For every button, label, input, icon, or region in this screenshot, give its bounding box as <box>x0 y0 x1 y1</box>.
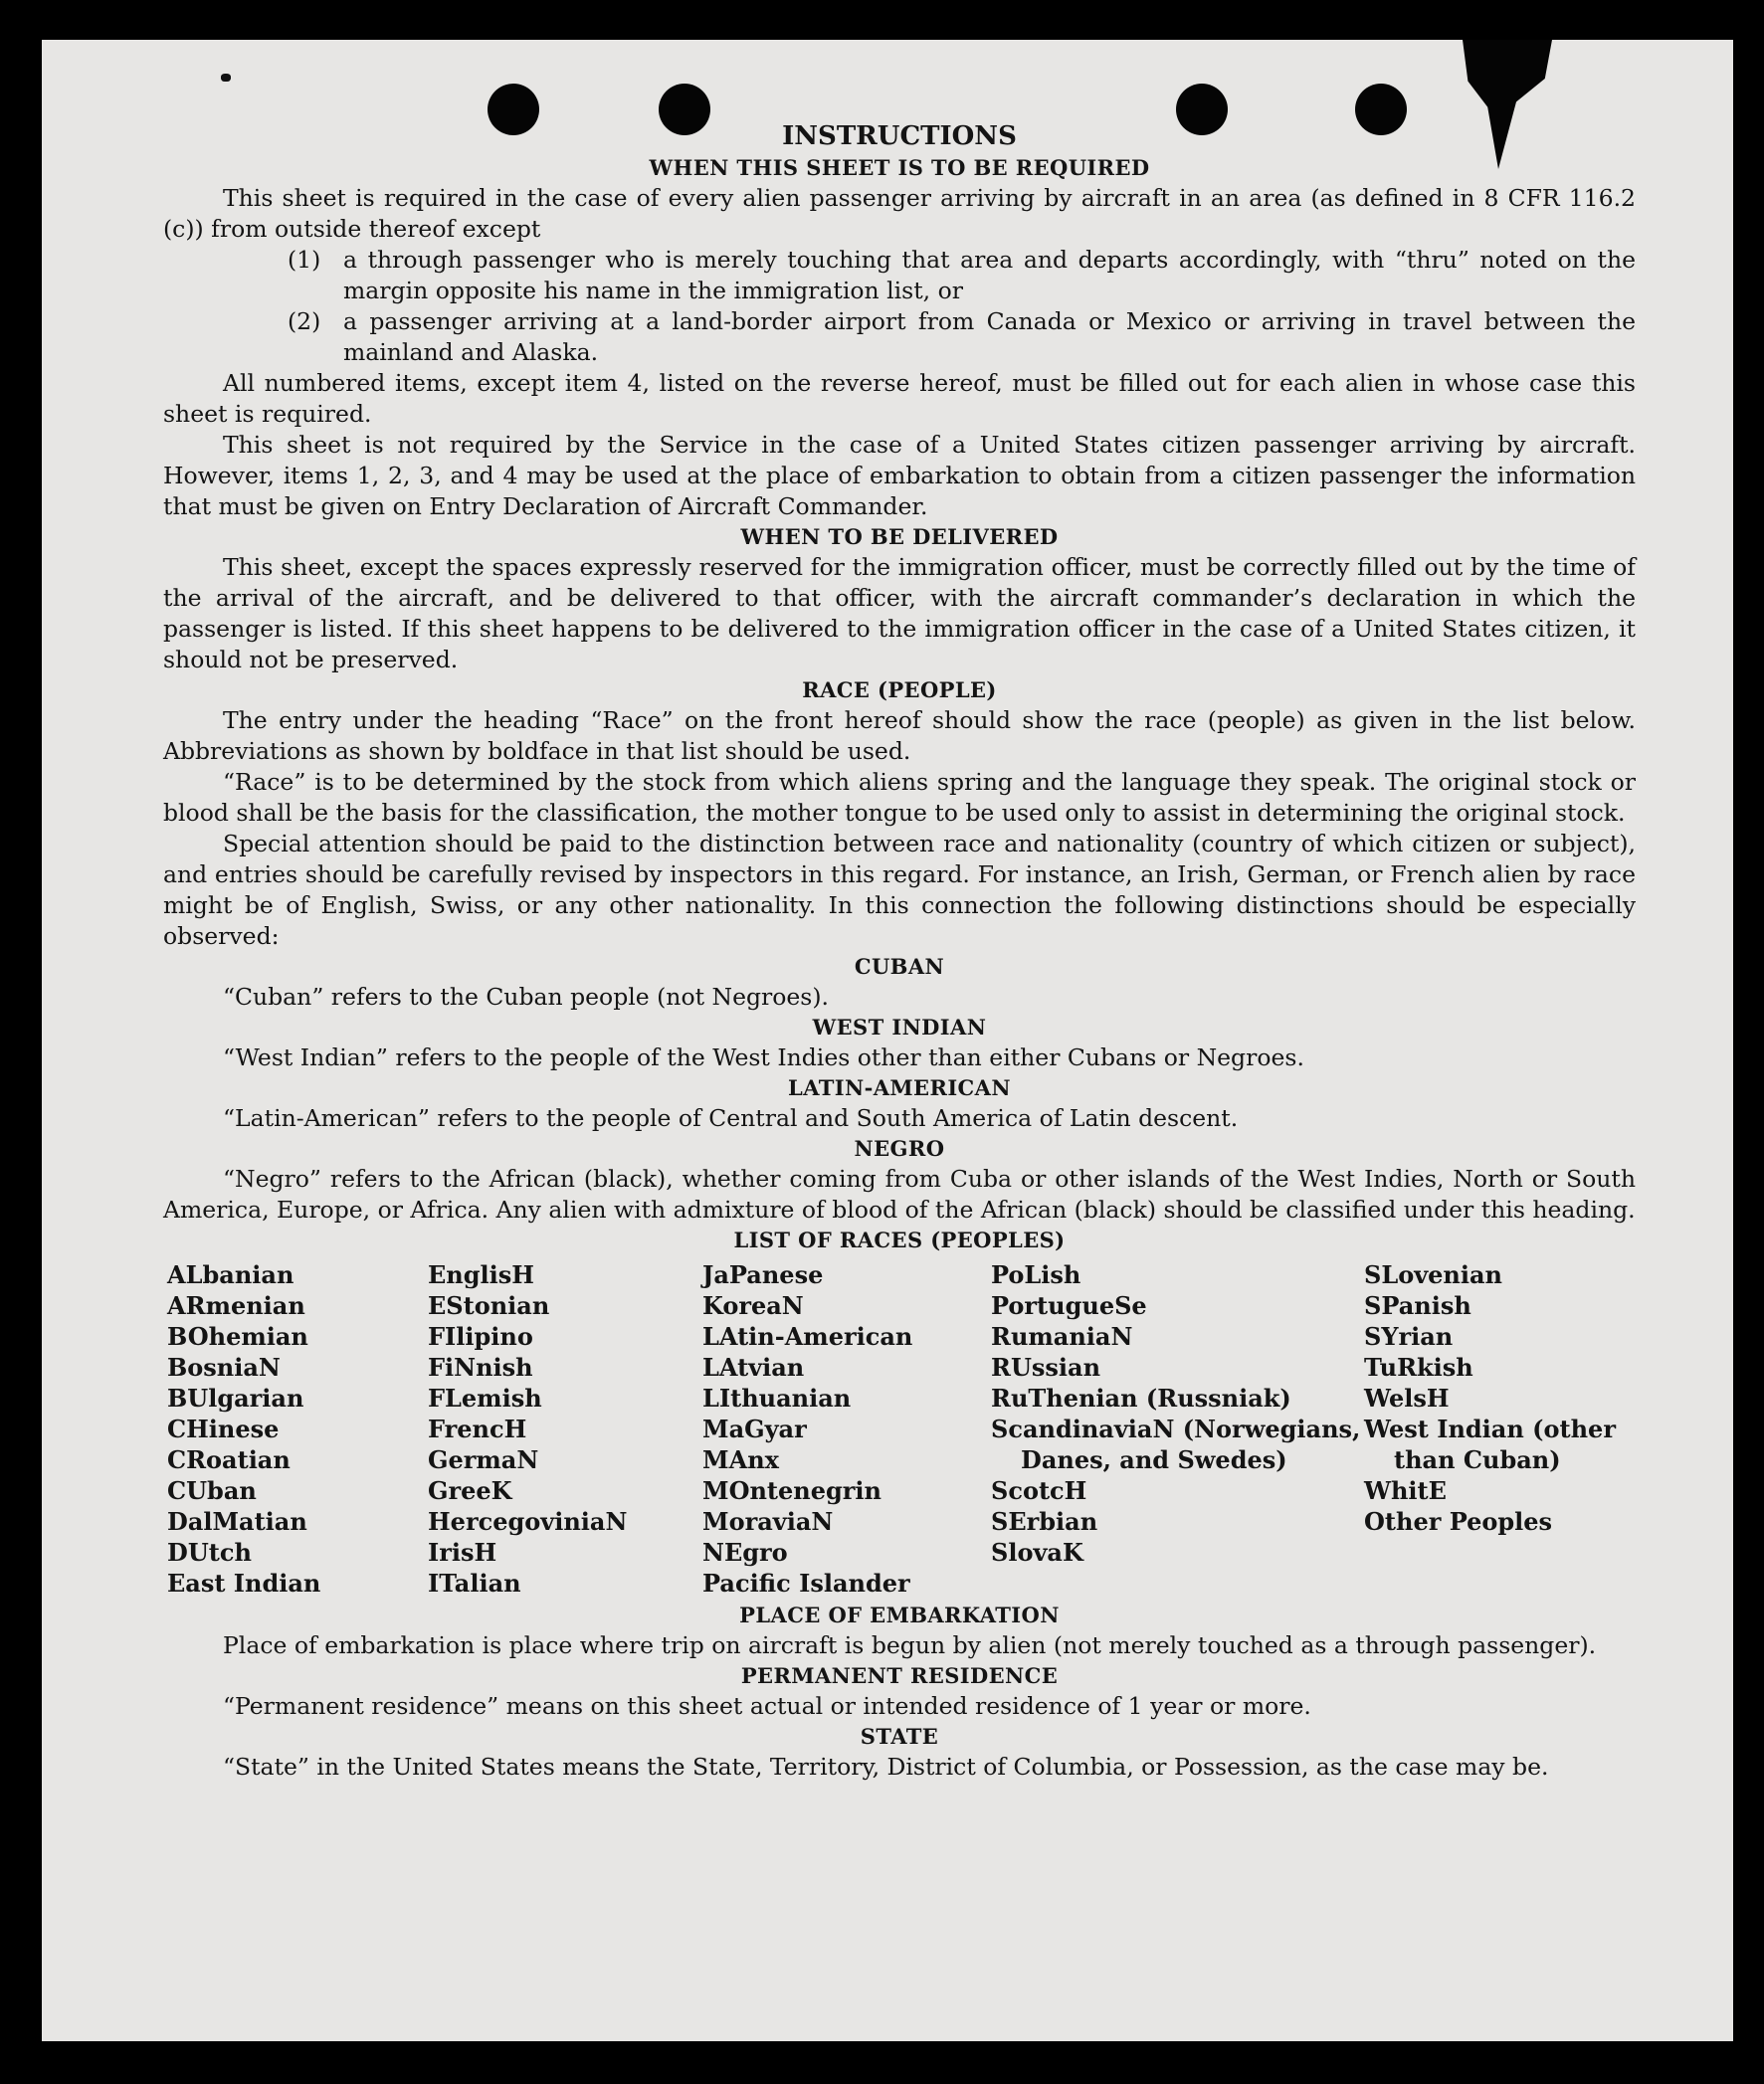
race-entry: GermaN <box>428 1445 539 1474</box>
heading-state: STATE <box>860 1724 939 1749</box>
exception-number: (1) <box>288 246 321 274</box>
race-entry: PoLish <box>991 1260 1081 1289</box>
race-entry: KoreaN <box>702 1291 804 1320</box>
permanent-residence-text: “Permanent residence” means on this sheet actual or intended residence of 1 year or more. <box>223 1692 1311 1720</box>
race-entry: LIthuanian <box>702 1384 852 1413</box>
instructions-content <box>163 119 1636 1783</box>
race-entry: LAtvian <box>702 1353 805 1382</box>
heading-latin-american: LATIN-AMERICAN <box>788 1075 1011 1100</box>
race-column <box>702 1259 991 1599</box>
race-entry: NEgro <box>702 1538 788 1567</box>
heading-list-of-races: LIST OF RACES (PEOPLES) <box>733 1228 1066 1252</box>
race-entry: ARmenian <box>167 1291 305 1320</box>
race-entry: IrisH <box>428 1538 497 1567</box>
race-entry: East Indian <box>167 1569 321 1598</box>
race-entry: BosniaN <box>167 1353 281 1382</box>
race-entry: RuThenian (Russniak) <box>991 1384 1291 1413</box>
race-entry: GreeK <box>428 1476 512 1505</box>
document-sheet <box>42 40 1733 2041</box>
race-entry: FrencH <box>428 1415 527 1443</box>
race-entry: TuRkish <box>1364 1353 1473 1382</box>
race-entry: SErbian <box>991 1507 1098 1536</box>
page-title: INSTRUCTIONS <box>782 121 1017 151</box>
cuban-text: “Cuban” refers to the Cuban people (not Negroes). <box>223 983 830 1011</box>
race-entry: CRoatian <box>167 1445 291 1474</box>
race-entry: MaGyar <box>702 1415 807 1443</box>
race-column <box>991 1259 1364 1599</box>
race-entry: ScandinaviaN (Norwegians, Danes, and Swedes) <box>991 1415 1361 1474</box>
race-entry: Pacific Islander <box>702 1569 910 1598</box>
numbered-items-paragraph: All numbered items, except item 4, listed on the reverse hereof, must be filled out for each alien in whose case this sheet is required. <box>163 369 1636 428</box>
race-entry: ALbanian <box>167 1260 294 1289</box>
race-entry: BOhemian <box>167 1322 308 1351</box>
exception-list <box>163 245 1636 368</box>
embarkation-text: Place of embarkation is place where trip on aircraft is begun by alien (not merely touched as a through passenger). <box>223 1631 1597 1659</box>
when-required-intro: This sheet is required in the case of every alien passenger arriving by aircraft in an area (as defined in 8 CFR 116.2 (c)) from outside thereof except <box>163 184 1636 243</box>
state-text: “State” in the United States means the State, Territory, District of Columbia, or Possession, as the case may be. <box>223 1753 1549 1781</box>
race-list <box>167 1259 1636 1599</box>
heading-embarkation: PLACE OF EMBARKATION <box>739 1603 1060 1627</box>
race-entry: DalMatian <box>167 1507 307 1536</box>
ink-speck <box>221 74 231 82</box>
when-delivered-text: This sheet, except the spaces expressly reserved for the immigration officer, must be correctly filled out by the time of the arrival of the aircraft, and be delivered to that officer, with the aircraft commander’s declaration in which the passenger is listed. If this sheet happens to be delivered to the immigration officer in the case of a United States citizen, it should not be preserved. <box>163 553 1636 673</box>
race-entry: ITalian <box>428 1569 521 1598</box>
latin-american-text: “Latin-American” refers to the people of Central and South America of Latin descent. <box>223 1104 1239 1132</box>
race-entry: RumaniaN <box>991 1322 1133 1351</box>
race-entry: SPanish <box>1364 1291 1471 1320</box>
race-entry: MAnx <box>702 1445 779 1474</box>
exception-text: a through passenger who is merely touching that area and departs accordingly, with “thru” noted on the margin opposite his name in the immigration list, or <box>343 246 1636 304</box>
race-column <box>428 1259 702 1599</box>
race-entry: SLovenian <box>1364 1260 1502 1289</box>
west-indian-text: “West Indian” refers to the people of the West Indies other than either Cubans or Negroes. <box>223 1043 1304 1071</box>
race-entry: HercegoviniaN <box>428 1507 628 1536</box>
race-entry: WelsH <box>1364 1384 1450 1413</box>
heading-race: RACE (PEOPLE) <box>802 677 997 702</box>
heading-negro: NEGRO <box>854 1136 945 1161</box>
negro-text: “Negro” refers to the African (black), whether coming from Cuba or other islands of the West Indies, North or South America, Europe, or Africa. Any alien with admixture of blood of the African (black) should be classified under this heading. <box>163 1165 1636 1224</box>
race-entry: West Indian (other than Cuban) <box>1364 1415 1616 1474</box>
race-entry: FIlipino <box>428 1322 533 1351</box>
race-entry: EnglisH <box>428 1260 534 1289</box>
race-entry: LAtin-American <box>702 1322 913 1351</box>
heading-cuban: CUBAN <box>854 954 945 979</box>
race-entry: MOntenegrin <box>702 1476 882 1505</box>
race-entry: SYrian <box>1364 1322 1454 1351</box>
race-entry: EStonian <box>428 1291 550 1320</box>
race-paragraph: The entry under the heading “Race” on the front hereof should show the race (people) as given in the list below. Abbreviations as shown by boldface in that list should be used. <box>163 706 1636 765</box>
heading-permanent-residence: PERMANENT RESIDENCE <box>740 1663 1059 1688</box>
citizen-passenger-paragraph: This sheet is not required by the Service in the case of a United States citizen passenger arriving by aircraft. However, items 1, 2, 3, and 4 may be used at the place of embarkation to obtain from a citizen passenger the information that must be given on Entry Declaration of Aircraft Commander. <box>163 431 1636 520</box>
exception-text: a passenger arriving at a land-border airport from Canada or Mexico or arriving in travel between the mainland and Alaska. <box>343 307 1636 366</box>
race-column <box>1364 1259 1633 1599</box>
race-paragraph: Special attention should be paid to the distinction between race and nationality (country of which citizen or subject), and entries should be carefully revised by inspectors in this regard. For instance, an Irish, German, or French alien by race might be of English, Swiss, or any other nationality. In this connection the following distinctions should be especially observed: <box>163 830 1636 950</box>
race-column <box>167 1259 428 1599</box>
race-paragraph: “Race” is to be determined by the stock from which aliens spring and the language they speak. The original stock or blood shall be the basis for the classification, the mother tongue to be used only to assist in determining the original stock. <box>163 768 1636 827</box>
exception-item <box>288 245 1636 306</box>
race-entry: RUssian <box>991 1353 1101 1382</box>
race-entry: BUlgarian <box>167 1384 304 1413</box>
race-entry: PortugueSe <box>991 1291 1147 1320</box>
heading-when-delivered: WHEN TO BE DELIVERED <box>740 524 1059 549</box>
race-entry: DUtch <box>167 1538 252 1567</box>
race-entry: CHinese <box>167 1415 280 1443</box>
race-entry: WhitE <box>1364 1476 1447 1505</box>
exception-item <box>288 306 1636 368</box>
race-entry: CUban <box>167 1476 257 1505</box>
race-entry: FiNnish <box>428 1353 533 1382</box>
exception-number: (2) <box>288 307 321 335</box>
race-entry: SlovaK <box>991 1538 1083 1567</box>
heading-when-required: WHEN THIS SHEET IS TO BE REQUIRED <box>649 155 1150 180</box>
race-entry: Other Peoples <box>1364 1507 1553 1536</box>
race-entry: ScotcH <box>991 1476 1087 1505</box>
race-entry: FLemish <box>428 1384 542 1413</box>
race-entry: JaPanese <box>702 1260 824 1289</box>
heading-west-indian: WEST INDIAN <box>812 1015 987 1040</box>
race-entry: MoraviaN <box>702 1507 834 1536</box>
